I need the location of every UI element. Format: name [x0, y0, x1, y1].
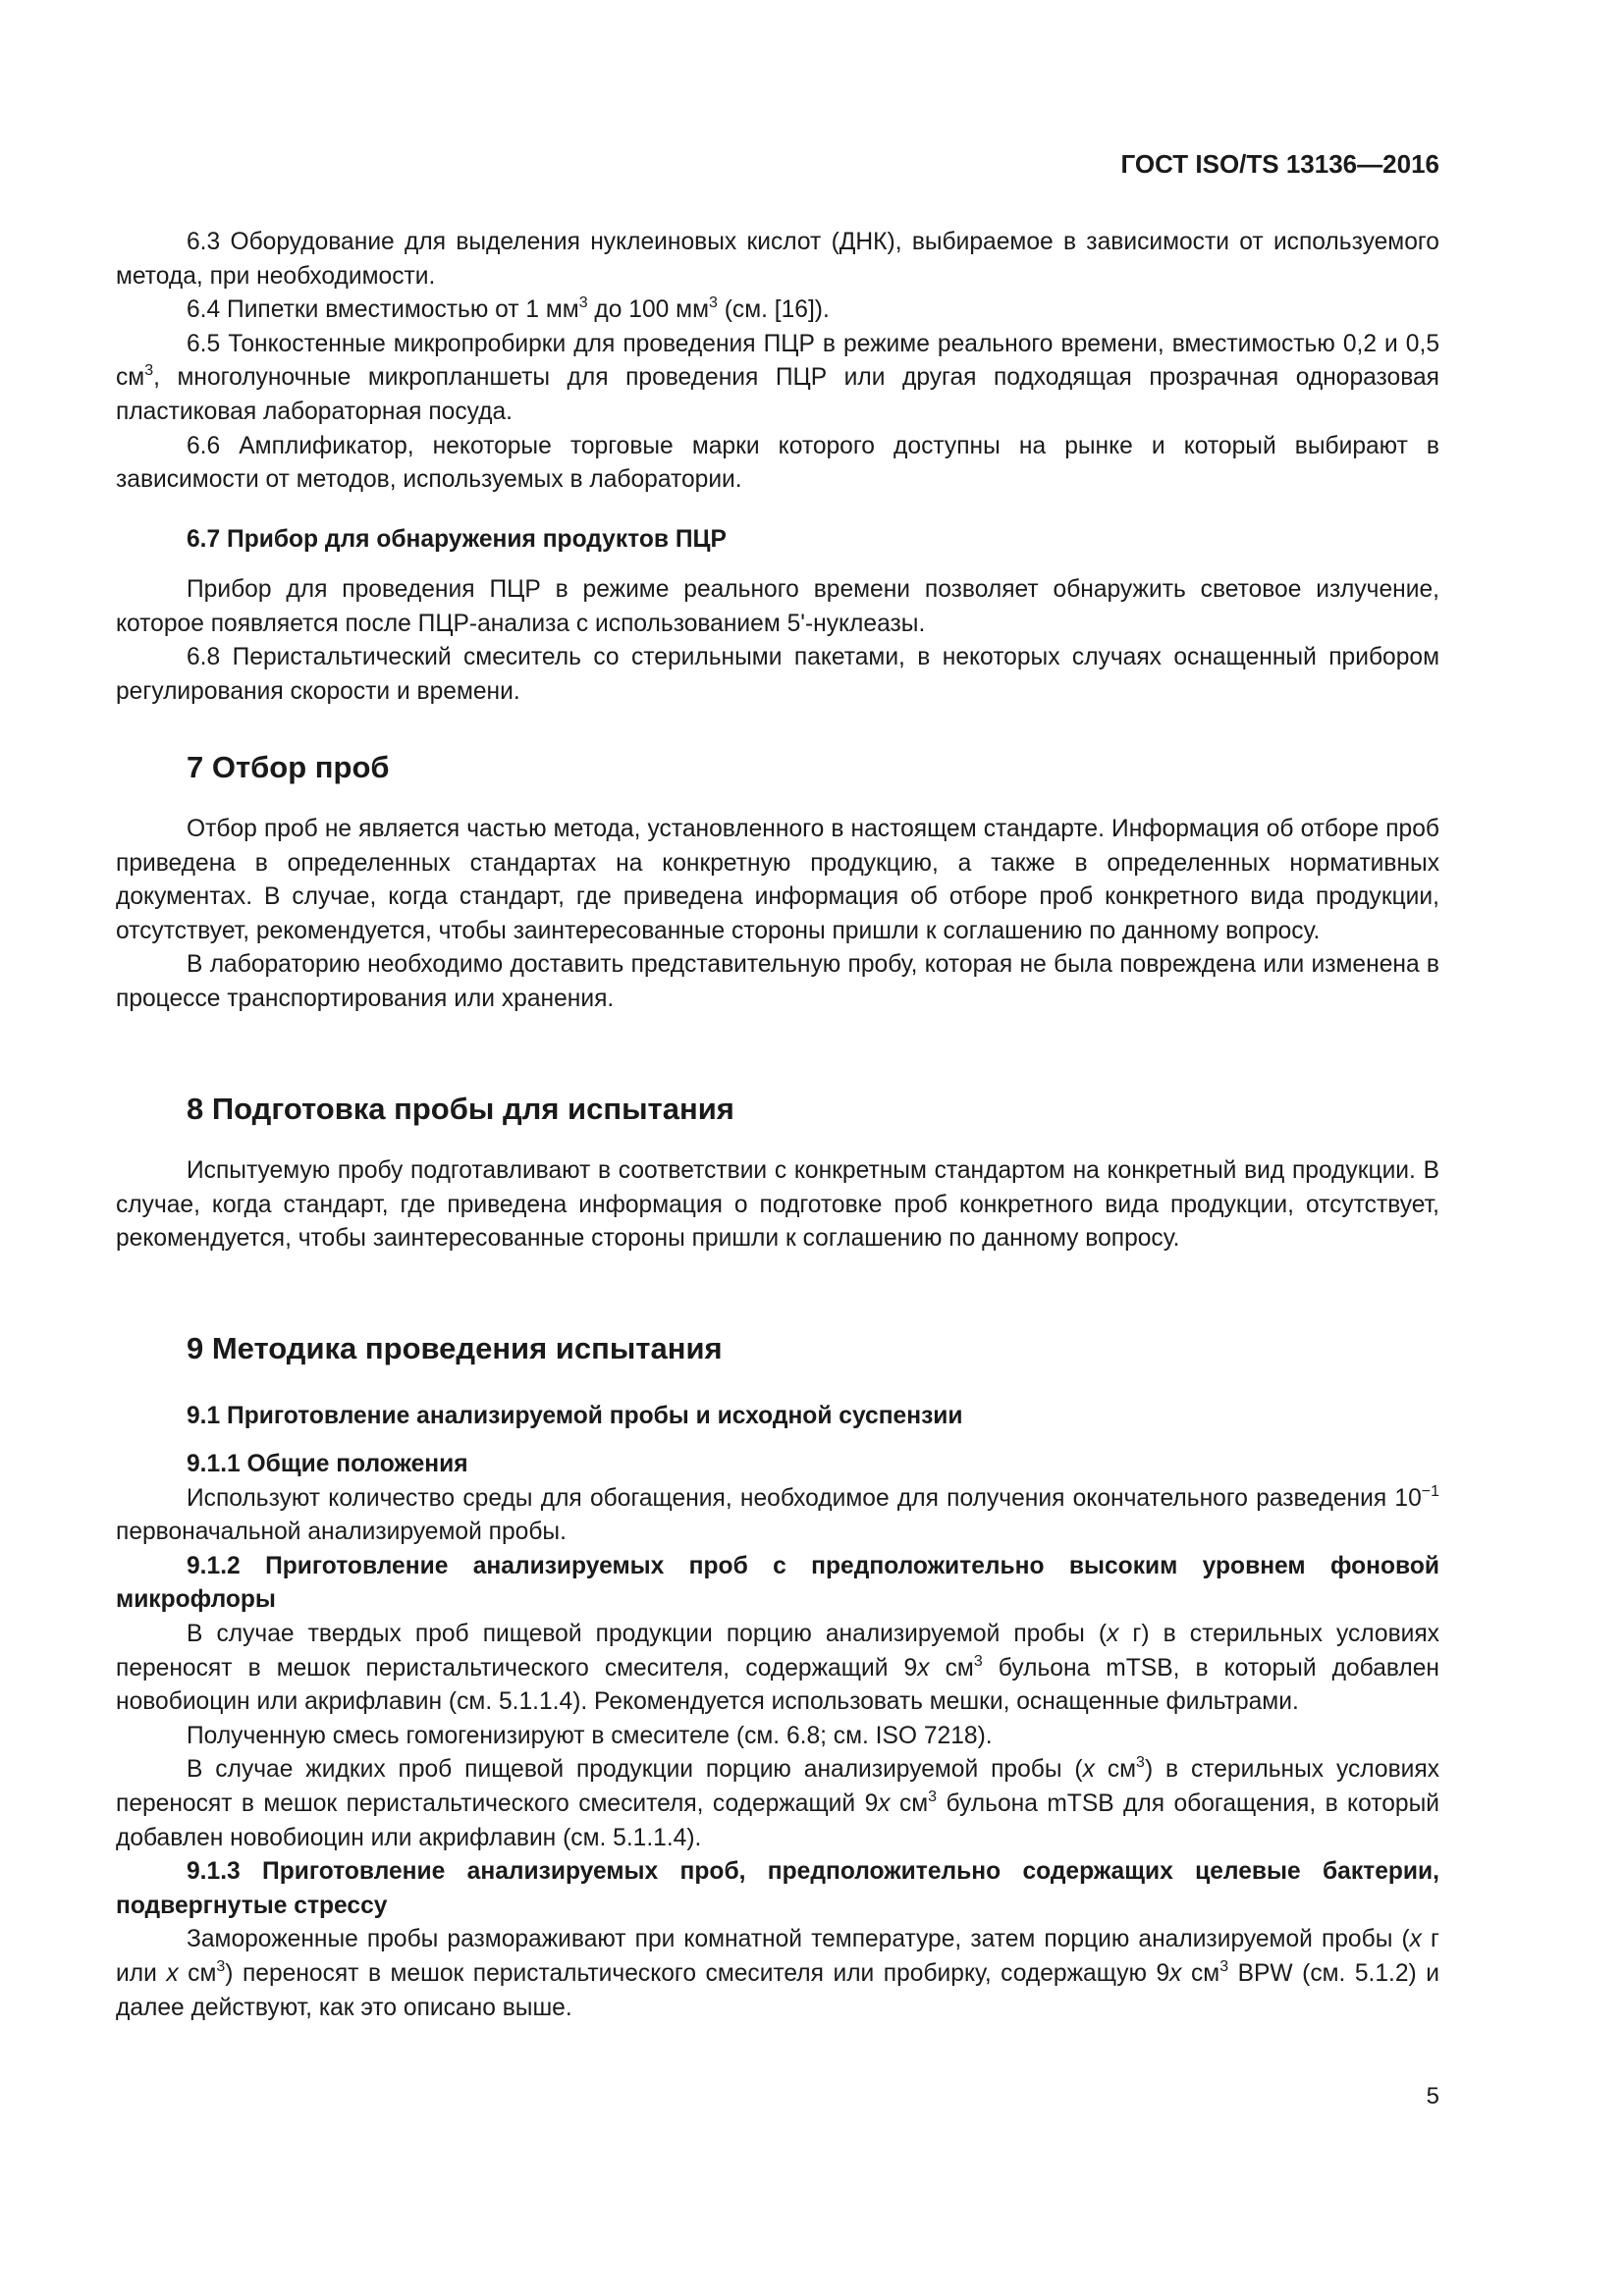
paragraph	[116, 1618, 1439, 1720]
text-run: В случае жидких проб пищевой продукции порцию анализируемой пробы (	[187, 1756, 1083, 1784]
heading-8	[116, 1090, 1439, 1129]
text-run: В лабораторию необходимо доставить представительную пробу, которая не была повреждена или изменена в процессе транспортирования или хранения.	[116, 951, 1439, 1012]
paragraph	[116, 294, 1439, 328]
text-run: x	[166, 1959, 179, 1987]
superscript: 3	[578, 294, 588, 312]
text-run: см	[178, 1959, 217, 1987]
section-6-items	[116, 226, 1439, 498]
text-run: 9.1 Приготовление анализируемой пробы и исходной суспензии	[187, 1403, 963, 1429]
section-9-1-text	[116, 1448, 1439, 2025]
text-run: 9.1.1 Общие положения	[187, 1451, 468, 1477]
paragraph	[116, 748, 1439, 787]
text-run: x	[1409, 1926, 1422, 1953]
paragraph	[116, 430, 1439, 498]
paragraph	[116, 523, 1439, 558]
superscript: 3	[928, 1788, 938, 1805]
text-run: x	[917, 1654, 930, 1682]
text-run: 6.7 Прибор для обнаружения продуктов ПЦР	[187, 526, 727, 553]
text-run: 6.8 Перистальтический смеситель со стерильными пакетами, в некоторых случаях оснащенный прибором регулирования скорости и времени.	[116, 644, 1439, 705]
paragraph	[116, 813, 1439, 948]
text-run: ) переносят в мешок перистальтического смесителя или пробирку, содержащую 9	[225, 1959, 1170, 1987]
superscript: 3	[708, 294, 718, 312]
text-run: 9.1.3 Приготовление анализируемых проб, предположительно содержащих целевые бактерии, подвергнутые стрессу	[116, 1858, 1439, 1919]
text-run: см	[929, 1654, 974, 1682]
paragraph	[116, 1482, 1439, 1550]
text-run: Испытуемую пробу подготавливают в соответствии с конкретным стандартом на конкретный вид продукции. В случае, когда стандарт, где приведена информация о подготовке проб конкретного вида продукции, отсутствует, рекомендуется, чтобы заинтересованные стороны пришли к соглашению по данному вопросу.	[116, 1157, 1439, 1253]
paragraph	[116, 1720, 1439, 1754]
page-number: 5	[1426, 2083, 1439, 2109]
text-run: x	[878, 1789, 891, 1817]
section-8-text	[116, 1154, 1439, 1256]
text-run: В случае твердых проб пищевой продукции порцию анализируемой пробы (	[187, 1620, 1108, 1647]
superscript: 3	[973, 1652, 983, 1670]
paragraph	[116, 948, 1439, 1016]
paragraph	[116, 641, 1439, 709]
superscript: 3	[144, 362, 154, 380]
text-run: Полученную смесь гомогенизируют в смесителе (см. 6.8; см. ISO 7218).	[187, 1722, 993, 1749]
text-run: Прибор для проведения ПЦР в режиме реального времени позволяет обнаружить световое излучение, которое появляется после ПЦР-анализа с использованием 5'-нуклеазы.	[116, 576, 1439, 637]
text-run: Отбор проб не является частью метода, установленного в настоящем стандарте. Информация об отборе проб приведена в определенных стандартах на конкретную продукцию, а также в определенных нормативных документах. В случае, когда стандарт, где приведена информация об отборе проб конкретного вида продукции, отсутствует, рекомендуется, чтобы заинтересованные стороны пришли к соглашению по данному вопросу.	[116, 816, 1439, 944]
superscript: 3	[216, 1957, 226, 1975]
superscript: −1	[1421, 1482, 1439, 1500]
text-run: см	[1094, 1756, 1137, 1784]
section-7-text	[116, 813, 1439, 1017]
text-run: бульона mTSB, в который добавлен новобиоцин или акрифлавин (см. 5.1.1.4). Рекомендуется использовать мешки, оснащенные фильтрами.	[116, 1654, 1439, 1716]
paragraph	[116, 1154, 1439, 1256]
text-run: 6.4 Пипетки вместимостью от 1 мм	[187, 296, 579, 324]
paragraph	[116, 1923, 1439, 2025]
text-run: x	[1107, 1620, 1119, 1647]
heading-9	[116, 1329, 1439, 1368]
superscript: 3	[1219, 1957, 1229, 1975]
paragraph	[116, 1090, 1439, 1129]
text-run: , многолуночные микропланшеты для проведения ПЦР или другая подходящая прозрачная одноразовая пластиковая лабораторная посуда.	[116, 364, 1439, 425]
paragraph	[116, 1329, 1439, 1368]
paragraph	[116, 1753, 1439, 1855]
paragraph	[116, 573, 1439, 641]
text-run: 7 Отбор проб	[187, 750, 390, 784]
text-run: 9.1.2 Приготовление анализируемых проб с предположительно высоким уровнем фоновой микрофлоры	[116, 1552, 1439, 1614]
paragraph	[116, 1400, 1439, 1434]
paragraph	[116, 1448, 1439, 1482]
section-6-7-text	[116, 573, 1439, 709]
superscript: 3	[1136, 1754, 1145, 1772]
paragraph	[116, 1855, 1439, 1923]
heading-7	[116, 748, 1439, 787]
text-run: x	[1169, 1959, 1182, 1987]
text-run: до 100 мм	[587, 296, 709, 324]
paragraph	[116, 1550, 1439, 1618]
heading-6-7	[116, 523, 1439, 558]
text-run: г) в стерильных условиях переносят в мешок перистальтического смесителя, содержащий 9	[116, 1620, 1439, 1682]
text-run: (см. [16]).	[717, 296, 830, 324]
document-header: ГОСТ ISO/TS 13136—2016	[1120, 149, 1439, 179]
paragraph	[116, 328, 1439, 430]
text-run: x	[1082, 1756, 1095, 1784]
text-run: 6.5 Тонкостенные микропробирки для проведения ПЦР в режиме реального времени, вместимостью 0,2 и 0,5 см	[116, 330, 1439, 392]
text-run: 6.3 Оборудование для выделения нуклеиновых кислот (ДНК), выбираемое в зависимости от используемого метода, при необходимости.	[116, 229, 1439, 290]
text-run: 9 Методика проведения испытания	[187, 1331, 723, 1365]
paragraph	[116, 226, 1439, 294]
text-run: ) в стерильных условиях переносят в мешок перистальтического смесителя, содержащий 9	[116, 1756, 1439, 1817]
text-run: BPW (см. 5.1.2) и далее действуют, как это описано выше.	[116, 1959, 1439, 2021]
text-run: Используют количество среды для обогащения, необходимое для получения окончательного разведения 10	[187, 1484, 1422, 1512]
text-run: бульона mTSB для обогащения, в который добавлен новобиоцин или акрифлавин (см. 5.1.1.4).	[116, 1789, 1439, 1851]
text-run: 6.6 Амплификатор, некоторые торговые марки которого доступны на рынке и который выбирают в зависимости от методов, используемых в лаборатории.	[116, 432, 1439, 494]
text-run: 8 Подготовка пробы для испытания	[187, 1092, 734, 1126]
text-run: см	[1181, 1959, 1220, 1987]
heading-9-1	[116, 1400, 1439, 1434]
text-run: г или	[116, 1926, 1439, 1987]
text-run: см	[890, 1789, 929, 1817]
text-run: первоначальной анализируемой пробы.	[116, 1519, 567, 1546]
text-run: Замороженные пробы размораживают при комнатной температуре, затем порцию анализируемой пробы (	[187, 1926, 1410, 1953]
